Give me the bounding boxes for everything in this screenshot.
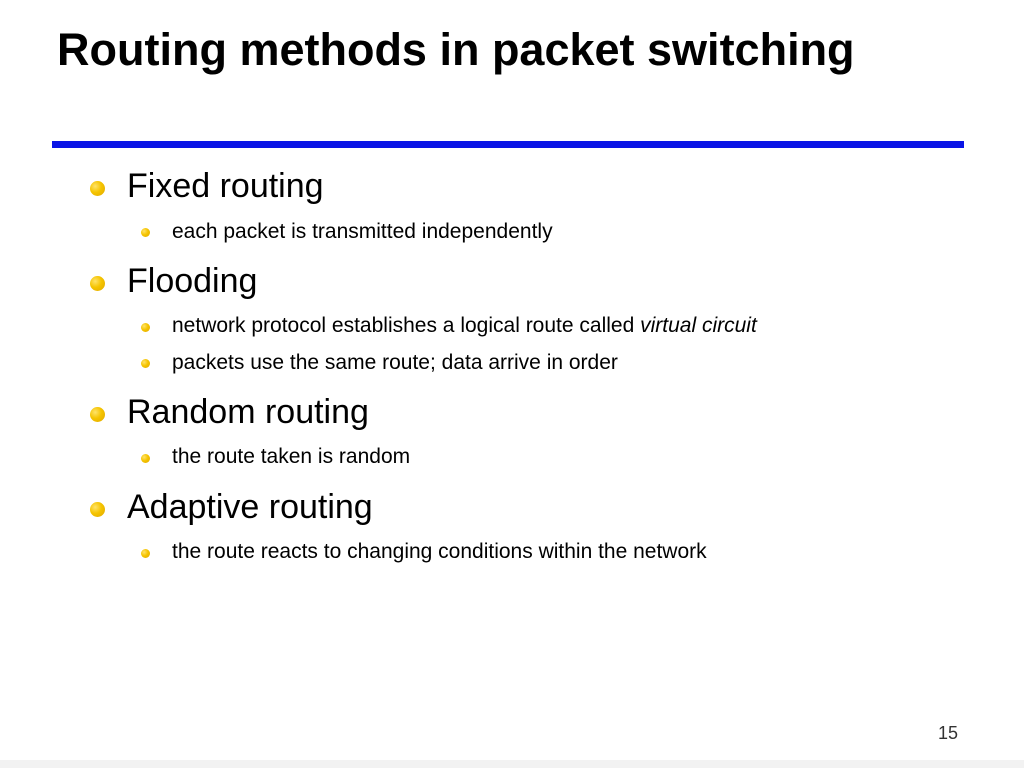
sub-bullet-item: packets use the same route; data arrive in order [172, 351, 618, 374]
sub-bullet-dot-icon [141, 359, 150, 368]
bullet-dot-icon [90, 502, 105, 517]
emphasis-term-virtual-circuit: virtual circuit [640, 314, 757, 337]
sub-bullet-dot-icon [141, 549, 150, 558]
bottom-strip [0, 760, 1024, 768]
sub-bullet-item: each packet is transmitted independently [172, 220, 553, 243]
bullet-dot-icon [90, 181, 105, 196]
sub-bullet-dot-icon [141, 454, 150, 463]
bullet-item-random-routing: Random routing [127, 393, 369, 431]
sub-bullet-text: network protocol establishes a logical route called [172, 314, 641, 337]
bullet-dot-icon [90, 276, 105, 291]
slide-title: Routing methods in packet switching [57, 24, 855, 75]
sub-bullet-item: the route reacts to changing conditions within the network [172, 540, 707, 563]
sub-bullet-item: the route taken is random [172, 445, 411, 468]
bullet-item-adaptive-routing: Adaptive routing [127, 488, 373, 526]
bullet-item-flooding: Flooding [127, 262, 258, 300]
bullet-item-fixed-routing: Fixed routing [127, 167, 324, 205]
sub-bullet-dot-icon [141, 323, 150, 332]
sub-bullet-item [172, 313, 757, 339]
bullet-dot-icon [90, 407, 105, 422]
page-number: 15 [937, 723, 958, 743]
sub-bullet-dot-icon [141, 228, 150, 237]
